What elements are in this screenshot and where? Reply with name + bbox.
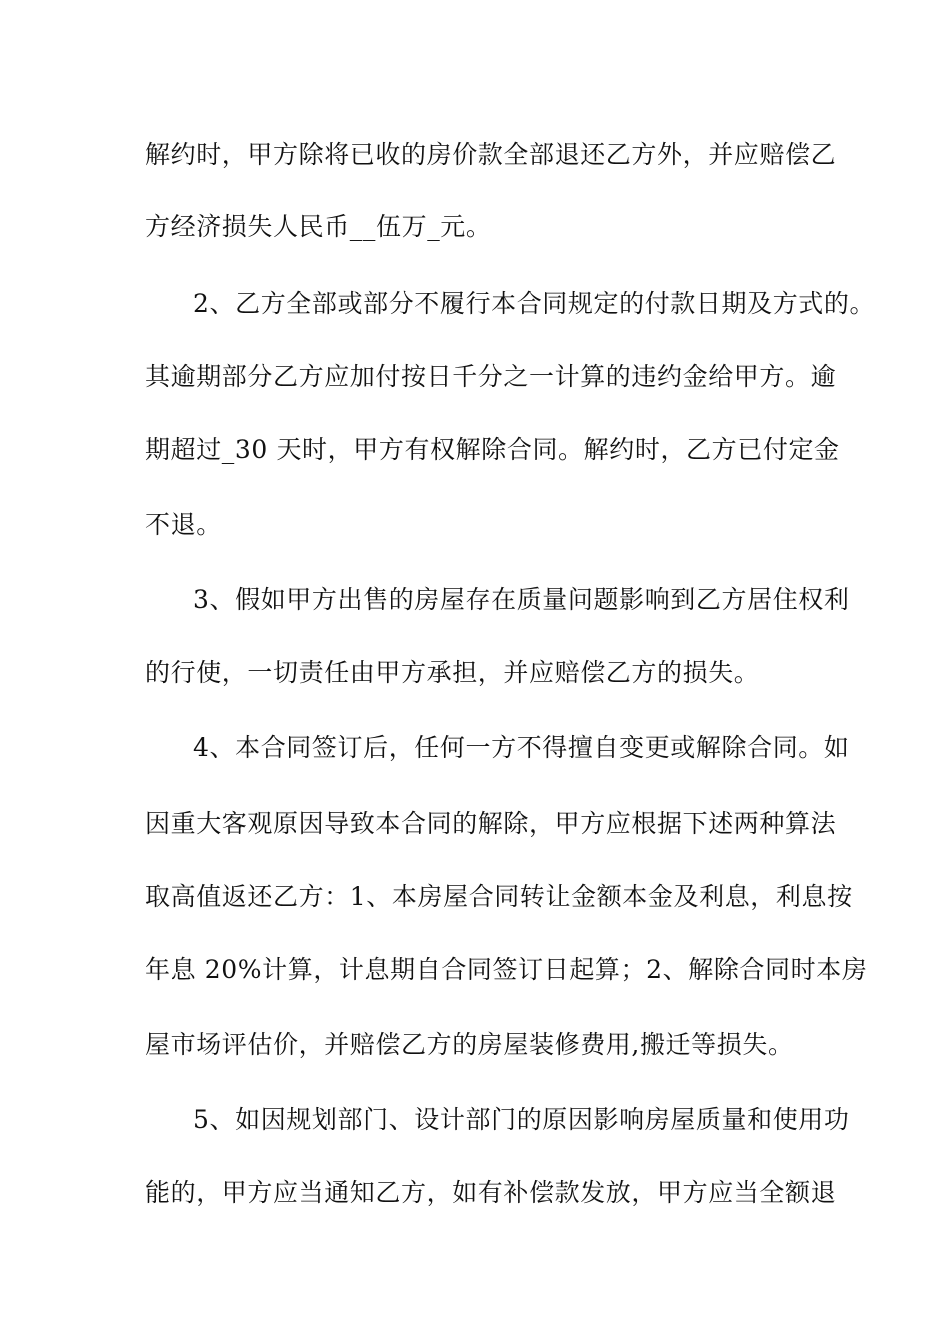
text-line: 方经济损失人民币__伍万_元。 xyxy=(145,212,492,241)
text-line: 其逾期部分乙方应加付按日千分之一计算的违约金给甲方。逾 xyxy=(145,362,837,391)
paragraph-4-first-line: 4、本合同签订后，任何一方不得擅自变更或解除合同。如 xyxy=(193,733,850,762)
text-line: 的行使，一切责任由甲方承担，并应赔偿乙方的损失。 xyxy=(145,658,760,687)
paragraph-3-first-line: 3、假如甲方出售的房屋存在质量问题影响到乙方居住权利 xyxy=(193,585,850,614)
paragraph-2-first-line: 2、乙方全部或部分不履行本合同规定的付款日期及方式的。 xyxy=(193,289,876,318)
text-line: 因重大客观原因导致本合同的解除，甲方应根据下述两种算法 xyxy=(145,809,837,838)
text-line: 取高值返还乙方：1、本房屋合同转让金额本金及利息，利息按 xyxy=(145,882,853,911)
text-line: 解约时，甲方除将已收的房价款全部退还乙方外，并应赔偿乙 xyxy=(145,140,837,169)
text-line: 能的，甲方应当通知乙方，如有补偿款发放，甲方应当全额退 xyxy=(145,1178,837,1207)
text-line: 年息 20%计算，计息期自合同签订日起算；2、解除合同时本房 xyxy=(145,955,868,984)
text-line: 期超过_30 天时，甲方有权解除合同。解约时，乙方已付定金 xyxy=(145,435,840,464)
paragraph-5-first-line: 5、如因规划部门、设计部门的原因影响房屋质量和使用功 xyxy=(193,1105,850,1134)
text-line: 屋市场评估价，并赔偿乙方的房屋装修费用,搬迁等损失。 xyxy=(145,1030,794,1059)
text-line: 不退。 xyxy=(145,510,222,539)
